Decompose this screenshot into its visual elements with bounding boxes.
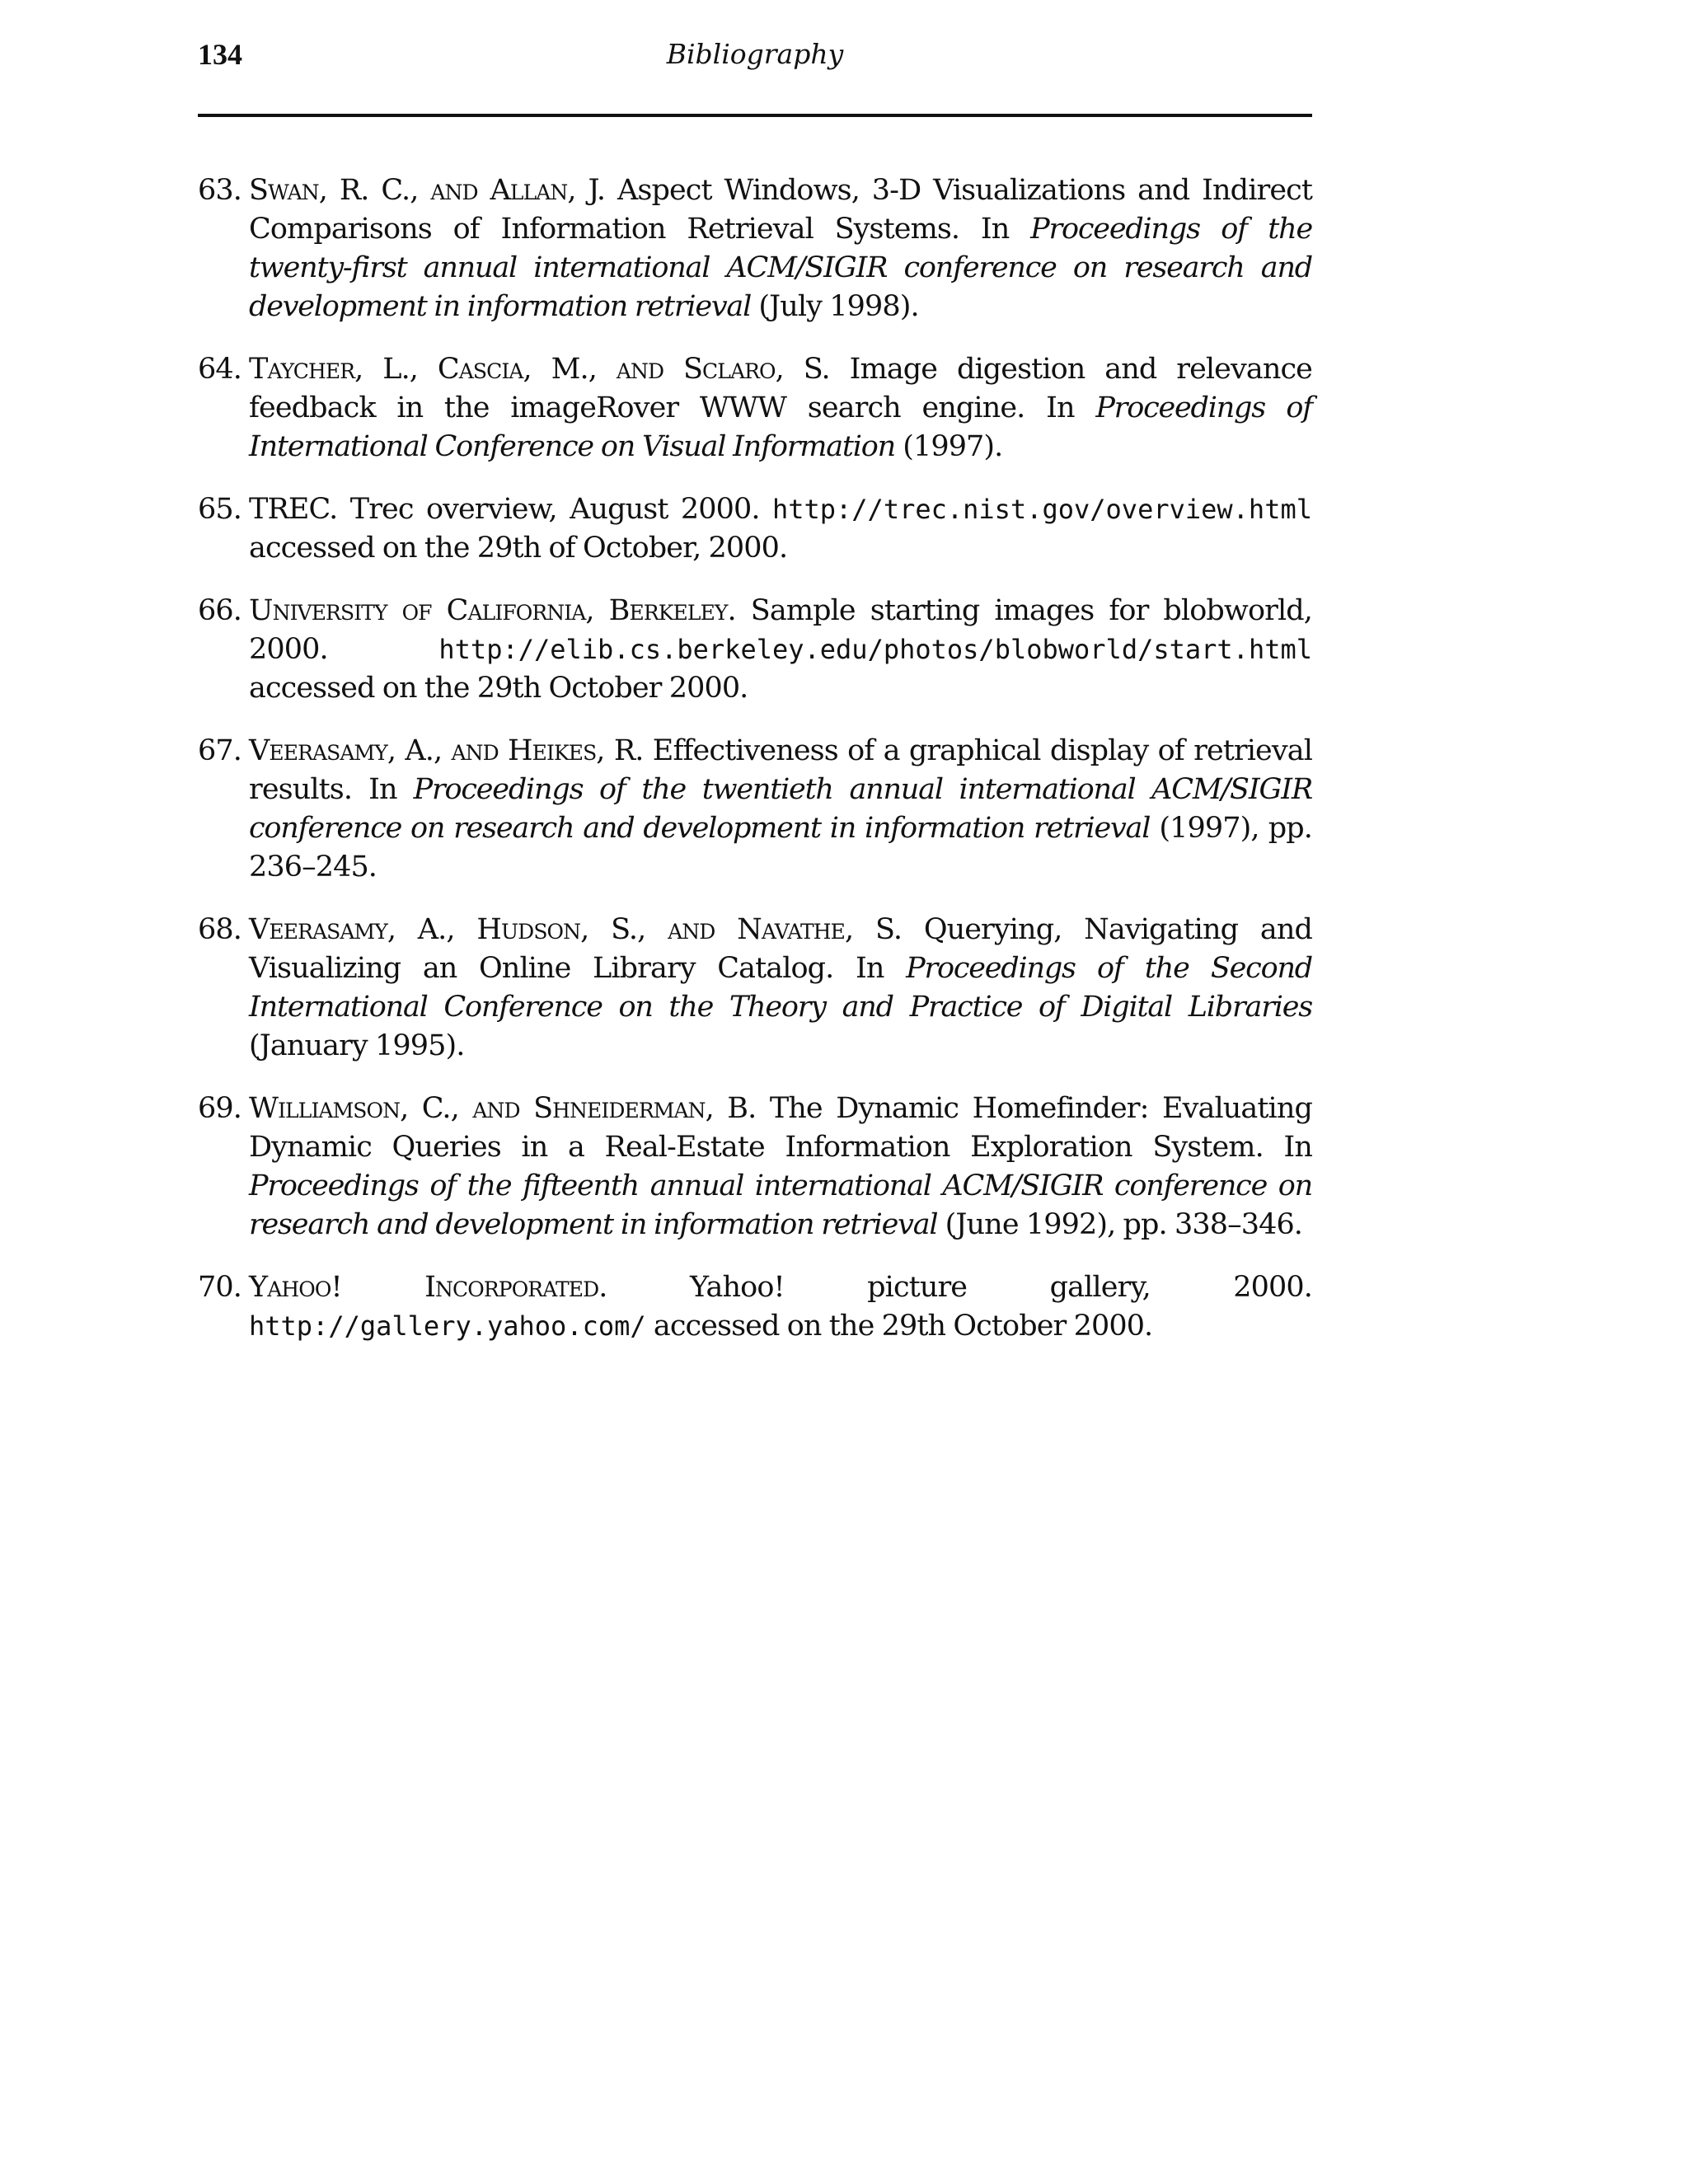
entry-venue: Proceedings of the Second International Conference on the Theory and Practice of Digital Libraries [249, 952, 1312, 1024]
entry-authors: Veerasamy, A., and Heikes, R. [249, 734, 644, 767]
entry-title: Image digestion and relevance feedback in the imageRover WWW search engine. In [249, 353, 1312, 424]
entry-number: 67. [198, 734, 241, 767]
entry-details: (July 1998). [758, 290, 919, 323]
entry-authors: Williamson, C., and Shneiderman, B. [249, 1092, 757, 1125]
entry-number: 65. [198, 493, 241, 526]
entry-number: 69. [198, 1092, 241, 1125]
entry-number: 64. [198, 353, 241, 386]
bib-entry-65 [198, 490, 1312, 568]
page-number: 134 [198, 38, 242, 71]
entry-url[interactable]: http://trec.nist.gov/overview.html [771, 494, 1312, 525]
entry-details: (1997), pp. 236–245. [249, 812, 1312, 883]
entry-venue: Proceedings of International Conference on Visual Information [249, 391, 1312, 463]
entry-title: Sample starting images for blobworld, 2000. [249, 594, 1312, 666]
bib-entry-69 [198, 1090, 1312, 1244]
entry-number: 66. [198, 594, 241, 627]
entry-number: 63. [198, 174, 241, 207]
entry-title: Yahoo! picture gallery, 2000. [690, 1271, 1313, 1304]
bib-entry-68 [198, 911, 1312, 1066]
entry-details: (January 1995). [249, 1029, 465, 1062]
entry-venue: Proceedings of the twenty-first annual international ACM/SIGIR conference on research and development in information retrieval [249, 213, 1313, 323]
entry-title: The Dynamic Homefinder: Evaluating Dynamic Queries in a Real-Estate Information Exploration System. In [249, 1092, 1312, 1164]
bibliography-list [198, 171, 1312, 1370]
bib-entry-66 [198, 592, 1312, 708]
entry-details: (June 1992), pp. 338–346. [945, 1208, 1303, 1241]
entry-url[interactable]: http://gallery.yahoo.com/ [249, 1310, 646, 1342]
entry-authors: TREC. [249, 493, 338, 526]
entry-venue: Proceedings of the fifteenth annual international ACM/SIGIR conference on research and development in information retrieval [249, 1169, 1312, 1241]
entry-details: accessed on the 29th October 2000. [653, 1310, 1153, 1343]
entry-authors: Veerasamy, A., Hudson, S., and Navathe, S. [249, 913, 903, 946]
entry-title: Querying, Navigating and Visualizing an Online Library Catalog. In [249, 913, 1312, 985]
entry-venue: Proceedings of the twentieth annual international ACM/SIGIR conference on research and development in information retrieval [249, 773, 1312, 845]
entry-authors: University of California, Berkeley. [249, 594, 736, 627]
page-header [198, 36, 1312, 73]
entry-authors: Swan, R. C., and Allan, J. [249, 174, 606, 207]
entry-title: Trec overview, August 2000. [349, 493, 760, 526]
bib-entry-64 [198, 350, 1312, 466]
running-head: Bibliography [666, 38, 844, 70]
entry-number: 68. [198, 913, 241, 946]
header-rule [198, 114, 1312, 117]
entry-number: 70. [198, 1271, 241, 1304]
entry-details: accessed on the 29th of October, 2000. [249, 532, 788, 565]
entry-url[interactable]: http://elib.cs.berkeley.edu/photos/blobworld/start.html [438, 634, 1312, 665]
entry-details: (1997). [903, 430, 1003, 463]
bib-entry-70 [198, 1268, 1312, 1346]
entry-title: Effectiveness of a graphical display of retrieval results. In [249, 734, 1312, 806]
entry-details: accessed on the 29th October 2000. [249, 672, 748, 705]
entry-title: Aspect Windows, 3-D Visualizations and Indirect Comparisons of Information Retrieval Systems. In [249, 174, 1312, 246]
entry-authors: Yahoo! Incorporated. [249, 1271, 607, 1304]
entry-authors: Taycher, L., Cascia, M., and Sclaro, S. [249, 353, 830, 386]
bib-entry-63 [198, 171, 1312, 326]
bib-entry-67 [198, 732, 1312, 887]
